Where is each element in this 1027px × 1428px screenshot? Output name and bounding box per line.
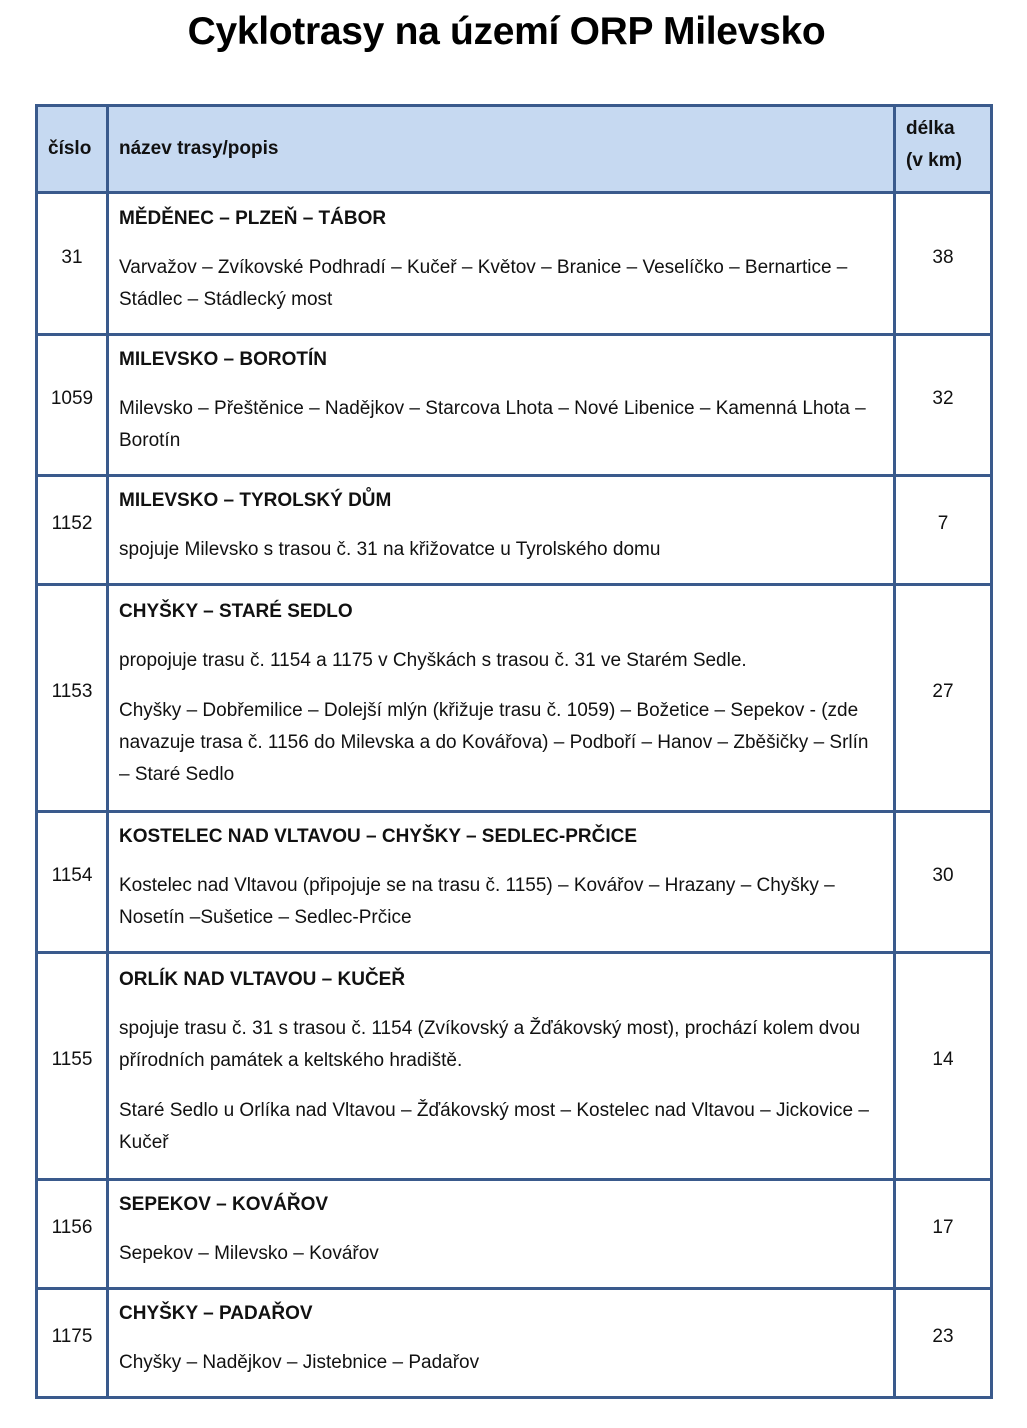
route-length-cell xyxy=(895,1289,992,1398)
route-length: 30 xyxy=(932,865,954,886)
route-description-cell xyxy=(108,953,895,1180)
route-length-cell xyxy=(895,335,992,476)
route-description: propojuje trasu č. 1154 a 1175 v Chyškách s trasou č. 31 ve Starém Sedle. xyxy=(119,650,747,671)
route-number: 1154 xyxy=(51,865,93,886)
table-row xyxy=(37,585,992,812)
route-description-cell xyxy=(108,193,895,335)
page-title: Cyklotrasy na území ORP Milevsko xyxy=(187,10,826,53)
route-number: 1175 xyxy=(51,1326,93,1347)
route-name: ORLÍK NAD VLTAVOU – KUČEŘ xyxy=(119,969,406,990)
route-description: Varvažov – Zvíkovské Podhradí – Kučeř – Květov – Branice – Veselíčko – Bernartice – Stádlec – Stádlecký most xyxy=(119,256,848,310)
route-description: spojuje Milevsko s trasou č. 31 na křižovatce u Tyrolského domu xyxy=(119,539,661,560)
route-description: Staré Sedlo u Orlíka nad Vltavou – Žďákovský most – Kostelec nad Vltavou – Jickovice – Kučeř xyxy=(119,1100,869,1153)
route-description-cell xyxy=(108,1180,895,1289)
route-name: MILEVSKO – BOROTÍN xyxy=(119,349,327,370)
route-length-cell xyxy=(895,585,992,812)
table-body xyxy=(37,193,992,1398)
route-description-cell xyxy=(108,1289,895,1398)
table-row xyxy=(37,193,992,335)
route-description: Chyšky – Nadějkov – Jistebnice – Padařov xyxy=(119,1352,480,1373)
route-number: 1156 xyxy=(51,1217,93,1238)
route-number-cell xyxy=(37,1180,108,1289)
route-number: 31 xyxy=(61,246,83,268)
header-length-line2: (v km) xyxy=(906,150,962,171)
route-number: 1155 xyxy=(51,1049,93,1070)
route-number: 1153 xyxy=(51,681,93,702)
route-length: 7 xyxy=(937,513,949,534)
route-name: CHYŠKY – PADAŘOV xyxy=(119,1303,313,1324)
route-length-cell xyxy=(895,953,992,1180)
route-number-cell xyxy=(37,812,108,953)
route-number-cell xyxy=(37,193,108,335)
table-row xyxy=(37,476,992,585)
route-length: 32 xyxy=(932,388,954,409)
route-name: MILEVSKO – TYROLSKÝ DŮM xyxy=(119,490,392,511)
table-row xyxy=(37,812,992,953)
table-header xyxy=(37,106,992,193)
route-number-cell xyxy=(37,953,108,1180)
route-length: 17 xyxy=(932,1217,954,1238)
route-description: spojuje trasu č. 31 s trasou č. 1154 (Zvíkovský a Žďákovský most), prochází kolem dvou přírodních památek a keltského hradiště. xyxy=(119,1018,861,1071)
route-name: SEPEKOV – KOVÁŘOV xyxy=(119,1194,329,1215)
route-name: MĚDĚNEC – PLZEŇ – TÁBOR xyxy=(119,207,387,229)
header-length xyxy=(895,106,992,193)
route-number: 1152 xyxy=(51,513,93,534)
route-length: 14 xyxy=(932,1049,954,1070)
header-row xyxy=(37,106,992,193)
route-number-cell xyxy=(37,476,108,585)
table-row xyxy=(37,335,992,476)
route-number-cell xyxy=(37,1289,108,1398)
table-row xyxy=(37,953,992,1180)
route-length-cell xyxy=(895,476,992,585)
route-length-cell xyxy=(895,193,992,335)
header-length-line1: délka xyxy=(906,118,955,139)
route-description-cell xyxy=(108,812,895,953)
route-length-cell xyxy=(895,812,992,953)
routes-table xyxy=(35,104,993,1399)
route-name: CHYŠKY – STARÉ SEDLO xyxy=(119,601,353,622)
route-description: Milevsko – Přeštěnice – Nadějkov – Starcova Lhota – Nové Libenice – Kamenná Lhota – Borotín xyxy=(119,398,866,451)
route-description: Chyšky – Dobřemilice – Dolejší mlýn (křižuje trasu č. 1059) – Božetice – Sepekov - (zde navazuje trasa č. 1156 do Milevska a do Kovářova) – Podboří – Hanov – Zběšičky – Srlín – Staré Sedlo xyxy=(119,700,869,785)
header-name: název trasy/popis xyxy=(108,106,895,193)
route-description-cell xyxy=(108,335,895,476)
route-length: 23 xyxy=(932,1326,954,1347)
route-description-cell xyxy=(108,585,895,812)
route-length: 38 xyxy=(932,246,954,268)
route-description: Kostelec nad Vltavou (připojuje se na trasu č. 1155) – Kovářov – Hrazany – Chyšky – Nosetín –Sušetice – Sedlec-Prčice xyxy=(119,875,835,928)
table-row xyxy=(37,1289,992,1398)
header-length-text xyxy=(906,113,990,185)
table-row xyxy=(37,1180,992,1289)
route-name: KOSTELEC NAD VLTAVOU – CHYŠKY – SEDLEC-PRČICE xyxy=(119,826,637,847)
route-number-cell xyxy=(37,585,108,812)
header-number: číslo xyxy=(37,106,108,193)
route-description: Sepekov – Milevsko – Kovářov xyxy=(119,1243,379,1264)
route-description-cell xyxy=(108,476,895,585)
route-number: 1059 xyxy=(50,388,94,409)
route-length-cell xyxy=(895,1180,992,1289)
route-number-cell xyxy=(37,335,108,476)
route-length: 27 xyxy=(932,681,954,702)
